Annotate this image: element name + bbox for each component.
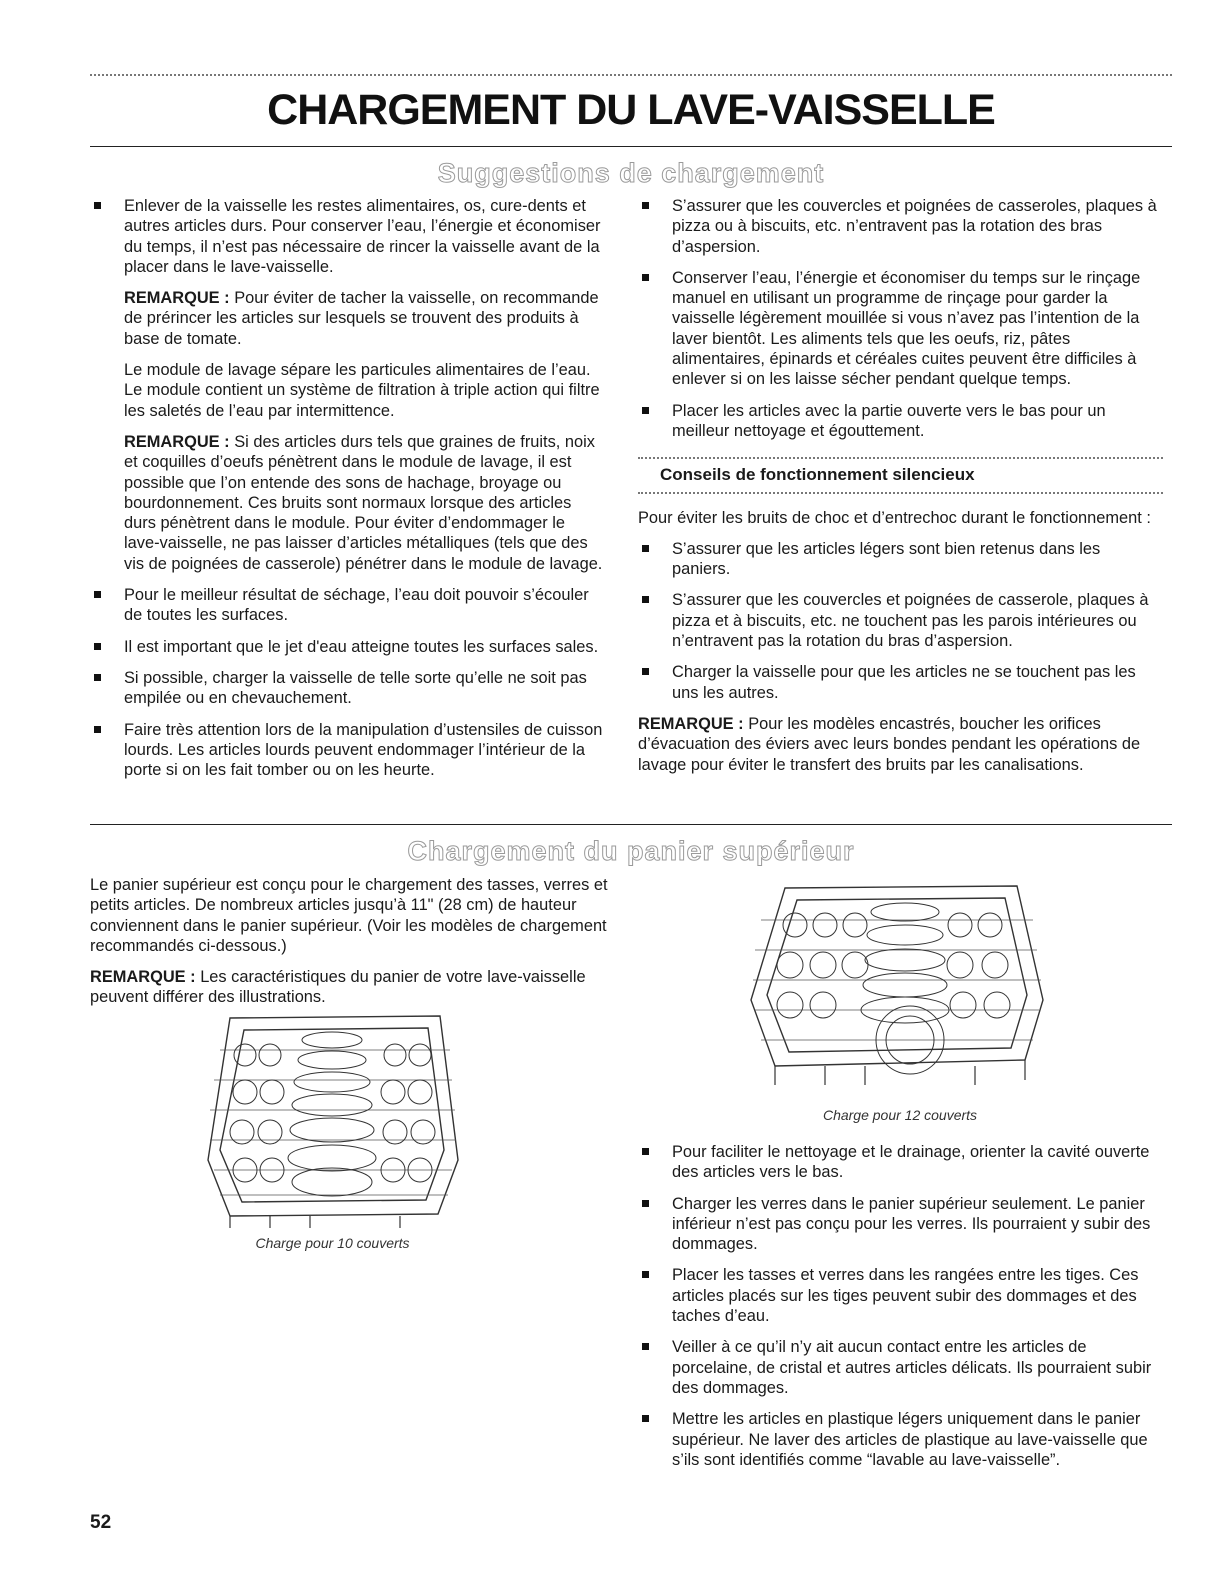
upper-rack-tips xyxy=(638,1142,1163,1481)
list-item: Mettre les articles en plastique légers uniquement dans le panier supérieur. Ne laver des articles de plastique au lave-vaisselle que s’ils sont identifiés comme “lavable au lave-vaisselle”. xyxy=(638,1409,1163,1470)
title-rule xyxy=(90,146,1172,147)
note-text: Les caractéristiques du panier de votre lave-vaisselle peuvent différer des illustrations. xyxy=(90,968,586,1007)
list-item: Pour faciliter le nettoyage et le drainage, orienter la cavité ouverte des articles vers le bas. xyxy=(638,1142,1163,1183)
list-item: Pour le meilleur résultat de séchage, l’eau doit pouvoir s’écouler de toutes les surfaces. xyxy=(90,585,605,626)
figure-caption-10: Charge pour 10 couverts xyxy=(255,1235,410,1251)
note-label: REMARQUE : xyxy=(638,714,744,733)
list-item: Faire très attention lors de la manipulation d’ustensiles de cuisson lourds. Les articles lourds peuvent endommager l’intérieur de la porte si on les fait tomber ou on les heurte. xyxy=(90,720,605,781)
list-item: Placer les articles avec la partie ouverte vers le bas pour un meilleur nettoyage et égouttement. xyxy=(638,401,1163,442)
list-item: S’assurer que les articles légers sont bien retenus dans les paniers. xyxy=(638,539,1163,580)
figure-caption-12: Charge pour 12 couverts xyxy=(822,1107,978,1123)
rack-12-settings-illustration xyxy=(745,880,1050,1100)
note-text: Pour éviter de tacher la vaisselle, on recommande de prérincer les articles sur lesquels se trouvent des produits à base de tomate. xyxy=(124,289,599,348)
section-title-upper-rack: Chargement du panier supérieur xyxy=(407,836,855,866)
list-item: Si possible, charger la vaisselle de telle sorte qu’elle ne soit pas empilée ou en chevauchement. xyxy=(90,668,605,709)
note-paragraph xyxy=(90,432,605,574)
note-label: REMARQUE : xyxy=(124,432,230,451)
list-item: S’assurer que les couvercles et poignées de casserole, plaques à pizza et à biscuits, etc. ne touchent pas les parois intérieures ou n’entravent pas la rotation du bras d’aspersion. xyxy=(638,590,1163,651)
note-label: REMARQUE : xyxy=(90,968,196,987)
list-item: Placer les tasses et verres dans les rangées entre les tiges. Ces articles placés sur les tiges peuvent subir des dommages et des taches d’eau. xyxy=(638,1265,1163,1326)
subsection-heading: Conseils de fonctionnement silencieux xyxy=(660,465,975,485)
top-dotted-rule xyxy=(90,74,1172,76)
subhead-bottom-rule xyxy=(638,492,1163,494)
list-item: S’assurer que les couvercles et poignées de casseroles, plaques à pizza ou à biscuits, etc. n’entravent pas la rotation des bras d’aspersion. xyxy=(638,196,1163,257)
wash-module-paragraph: Le module de lavage sépare les particules alimentaires de l’eau. Le module contient un système de filtration à triple action qui filtre les saletés de l’eau par intermittence. xyxy=(124,361,600,420)
note-paragraph xyxy=(90,967,610,1008)
section-rule xyxy=(90,824,1172,825)
note-label: REMARQUE : xyxy=(124,289,230,308)
page-title: CHARGEMENT DU LAVE-VAISSELLE xyxy=(267,86,995,134)
note-text: Si des articles durs tels que graines de fruits, noix et coquilles d’oeufs pénètrent dans le module de lavage, il est possible que l’on entende des sons de hachage, broyage ou bourdonnement. Ces bruits sont normaux lorsque des articles durs pénètrent dans le module. Pour éviter d’endommager le lave-vaisselle, ne pas laisser d’articles métalliques (tels que des vis de poignées de casserole) pénétrer dans le module de lavage. xyxy=(124,432,603,573)
right-column xyxy=(638,196,1163,786)
list-item: Charger la vaisselle pour que les articles ne se touchent pas les uns les autres. xyxy=(638,662,1163,703)
list-item: Veiller à ce qu’il n’y ait aucun contact entre les articles de porcelaine, de cristal et autres articles délicats. Ils pourraient subir des dommages. xyxy=(638,1337,1163,1398)
page-number: 52 xyxy=(90,1512,112,1533)
intro-paragraph: Le panier supérieur est conçu pour le chargement des tasses, verres et petits articles. De nombreux articles jusqu’à 11" (28 cm) de hauteur conviennent dans le panier supérieur. (Voir les modèles de chargement recommandés ci-dessous.) xyxy=(90,876,608,955)
list-item: Il est important que le jet d'eau atteigne toutes les surfaces sales. xyxy=(90,637,605,657)
list-item: Enlever de la vaisselle les restes alimentaires, os, cure-dents et autres articles durs. Pour conserver l’eau, l’énergie et économiser du temps, il n’est pas nécessaire de rincer la vaisselle avant de la placer dans le lave-vaisselle. xyxy=(90,196,605,277)
list-item: Conserver l’eau, l’énergie et économiser du temps sur le rinçage manuel en utilisant un programme de rinçage pour garder la vaisselle légèrement mouillée si vous n’avez pas l’intention de la laver bientôt. Les aliments tels que les oeufs, riz, pâtes alimentaires, épinards et céréales cuites peuvent être difficiles à enlever si on les laisse sécher pendant quelque temps. xyxy=(638,268,1163,390)
intro-paragraph: Pour éviter les bruits de choc et d’entrechoc durant le fonctionnement : xyxy=(638,508,1151,527)
note-text: Pour les modèles encastrés, boucher les orifices d’évacuation des éviers avec leurs bondes pendant les opérations de lavage pour éviter le transfert des bruits par les canalisations. xyxy=(638,714,1141,774)
upper-rack-intro xyxy=(90,875,610,1019)
subhead-top-rule xyxy=(638,457,1163,459)
list-item: Charger les verres dans le panier supérieur seulement. Le panier inférieur n’est pas conçu pour les verres. Ils pourraient y subir des dommages. xyxy=(638,1194,1163,1255)
section-title-suggestions: Suggestions de chargement xyxy=(437,158,825,188)
rack-10-settings-illustration xyxy=(200,1010,465,1228)
note-paragraph xyxy=(638,714,1163,775)
left-column xyxy=(90,196,605,791)
note-paragraph xyxy=(90,288,605,349)
